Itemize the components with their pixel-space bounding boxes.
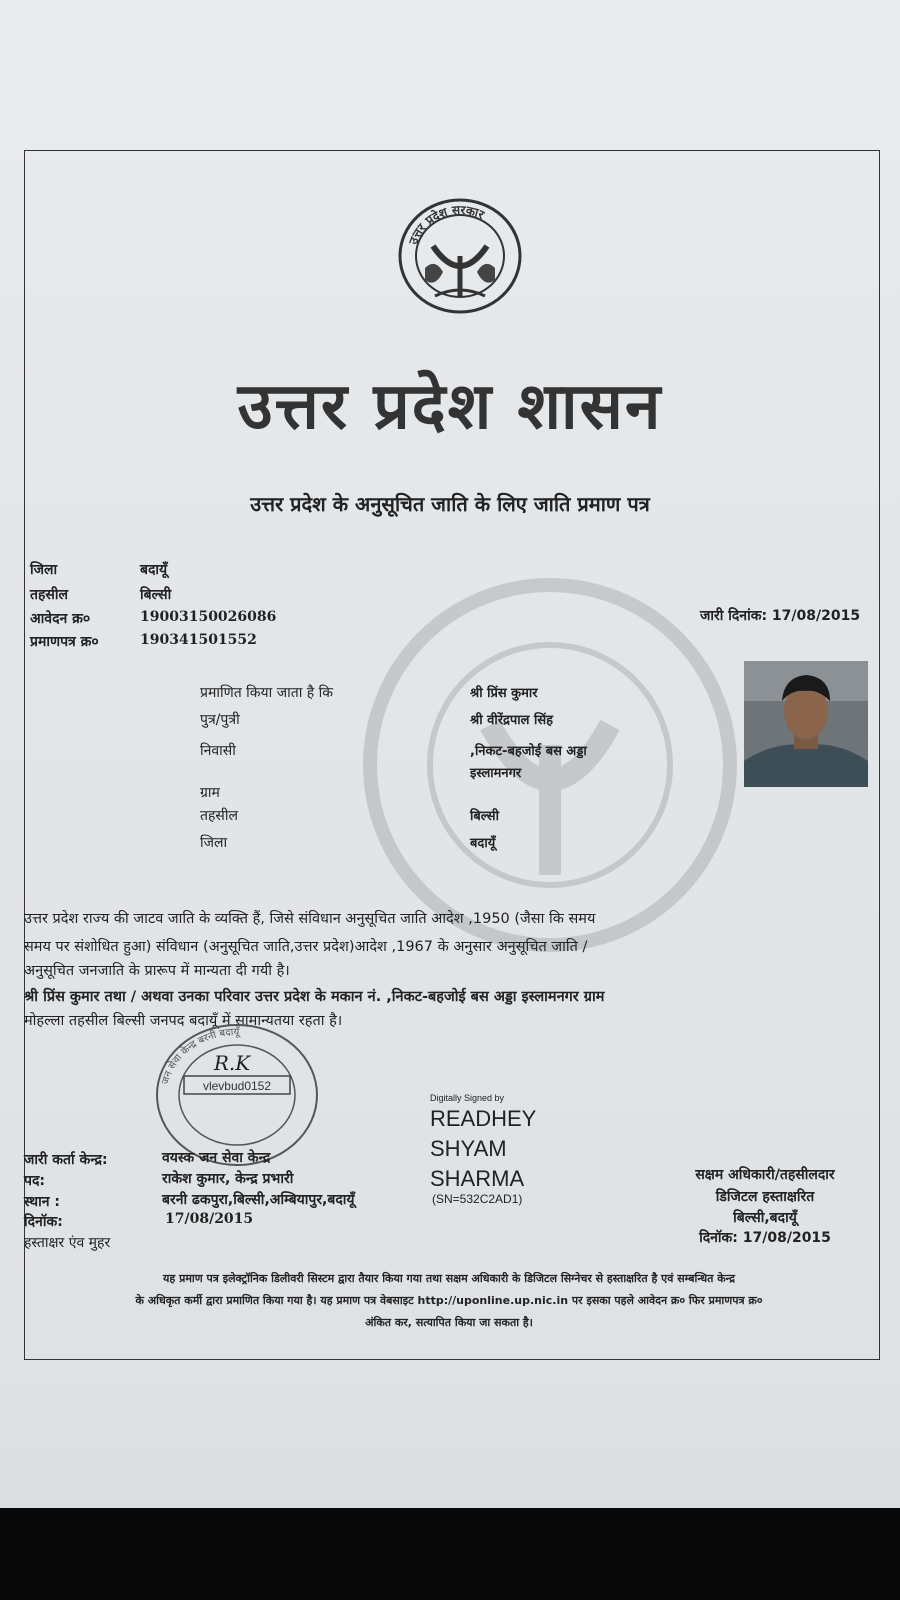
seal-code: vlevbud0152 [202,1079,272,1093]
tehsil-label: तहसील [30,587,68,603]
watermark-emblem [340,575,760,955]
authority-digital-signed: डिजिटल हस्ताक्षरित [715,1189,815,1205]
issue-date: जारी दिनांक: 17/08/2015 [700,608,861,624]
signature-seal-label: हस्ताक्षर एंव मुहर [24,1235,111,1251]
up-govt-emblem-icon [395,196,525,316]
application-number: 19003150026086 [140,609,277,625]
signature-initials: R.K [213,1051,251,1075]
relation-label: पुत्र/पुत्री [200,712,240,728]
cert-district-label: जिला [200,835,228,851]
residence-statement-line-1: श्री प्रिंस कुमार तथा / अथवा उनका परिवार उत्तर प्रदेश के मकान नं. ,निकट-बहजोई बस अड्डा इस्लामनगर ग्राम [24,989,605,1005]
caste-statement-line-1: उत्तर प्रदेश राज्य की जाटव जाति के व्यक्ति हैं, जिसे संविधान अनुसूचित जाति आदेश ,1950 (जैसा कि समय [24,911,596,927]
issuing-center-label: जारी कर्ता केन्द्र: [24,1152,108,1168]
post-label: पद: [24,1173,45,1189]
certify-label: प्रमाणित किया जाता है कि [200,685,334,701]
place-value: बरनी ढकपुरा,बिल्सी,अम्बियापुर,बदायूँ [162,1192,355,1208]
verification-note-line-3: अंकित कर, सत्यापित किया जा सकता है। [365,1316,533,1329]
cert-district-value: बदायूँ [470,836,496,851]
photo-dark-background [0,1508,900,1600]
certificate-subtitle: उत्तर प्रदेश के अनुसूचित जाति के लिए जाति प्रमाण पत्र [250,492,650,516]
main-title: उत्तर प्रदेश शासन [237,370,663,444]
issuer-date-value: 17/08/2015 [165,1211,254,1227]
village-label: ग्राम [200,785,220,801]
place-label: स्थान : [24,1194,60,1210]
signature-serial: (SN=532C2AD1) [432,1192,523,1206]
verification-note-line-1: यह प्रमाण पत्र इलेक्ट्रॉनिक डिलीवरी सिस्टम द्वारा तैयार किया गया तथा सक्षम अधिकारी के डिजिटल सिग्नेचर से हस्ताक्षरित है एवं सम्बन्धित केन्द्र [163,1272,735,1285]
residence-statement-line-2: मोहल्ला तहसील बिल्सी जनपद बदायूँ में सामान्यतया रहता है। [24,1013,343,1029]
svg-text:उत्तर प्रदेश सरकार [406,203,487,247]
emblem-text: उत्तर प्रदेश सरकार [406,202,487,247]
verification-note [24,1268,874,1334]
certificate-number: 190341501552 [140,632,257,648]
cert-tehsil-label: तहसील [200,808,238,824]
father-name: श्री वीरेंद्रपाल सिंह [470,713,554,728]
authority-location: बिल्सी,बदायूँ [733,1210,797,1226]
holder-name: श्री प्रिंस कुमार [470,686,538,701]
address-line-1: ,निकट-बहजोई बस अड्डा [470,744,587,759]
district-label: जिला [30,562,58,578]
authority-date: दिनॉक: 17/08/2015 [699,1230,831,1246]
signer-line-3: SHARMA [430,1166,525,1191]
address-line-2: इस्लामनगर [470,766,522,781]
verification-note-line-2: के अधिकृत कर्मी द्वारा प्रमाणित किया गया है। यह प्रमाण पत्र वेबसाइट http://uponline.up.nic.in पर इसका पहले आवेदन क्र० फिर प्रमाणपत्र क्र० [135,1294,763,1307]
tehsil-value: बिल्सी [140,587,172,603]
caste-statement-line-3: अनुसूचित जनजाति के प्रारूप में मान्यता दी गयी है। [24,963,290,979]
applicant-photo [744,661,868,787]
signer-line-1: READHEY [430,1106,537,1131]
post-value: राकेश कुमार, केन्द्र प्रभारी [162,1171,294,1187]
signer-name [430,1104,536,1194]
resident-label: निवासी [200,743,236,759]
authority-designation: सक्षम अधिकारी/तहसीलदार [695,1167,835,1183]
caste-statement-line-2: समय पर संशोधित हुआ) संविधान (अनुसूचित जाति,उत्तर प्रदेश)आदेश ,1967 के अनुसार अनुसूचित जाति / [24,939,588,955]
signer-line-2: SHYAM [430,1136,507,1161]
seal-ring-text: जन सेवा केन्द्र बरनी बदायूँ [160,1027,240,1086]
certificate-number-label: प्रमाणपत्र क्र० [30,634,99,650]
issuer-date-label: दिनॉक: [24,1214,63,1230]
cert-tehsil-value: बिल्सी [470,809,499,824]
digital-signature-caption: Digitally Signed by [430,1093,505,1103]
district-value: बदायूँ [140,562,168,578]
issuing-center-value: वयस्क जन सेवा केन्द्र [162,1150,271,1166]
application-label: आवेदन क्र० [30,611,91,627]
